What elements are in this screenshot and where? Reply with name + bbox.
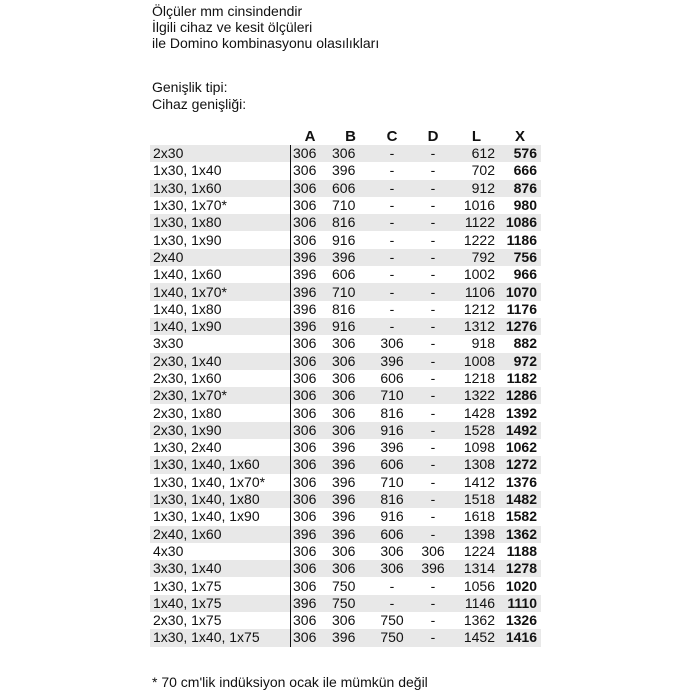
cell-l: 1362 <box>463 612 495 629</box>
cell-a: 306 <box>291 491 330 508</box>
intro-line-2: İlgili cihaz ve kesit ölçüleri <box>152 19 313 35</box>
table-body <box>150 145 541 647</box>
cell-x: 882 <box>513 335 537 352</box>
cell-b: 306 <box>329 422 372 439</box>
cell-d: - <box>430 266 436 283</box>
cell-b: 396 <box>329 491 372 508</box>
cell-combination: 3x30, 1x40 <box>150 560 291 577</box>
cell-l: 1322 <box>454 387 499 404</box>
cell-c: - <box>389 300 395 317</box>
cell-b: 710 <box>329 283 372 300</box>
cell-x: 1416 <box>499 629 541 646</box>
cell-d: - <box>412 214 454 231</box>
cell-combination: 4x30 <box>153 542 184 559</box>
cell-l: 1452 <box>454 629 499 646</box>
cell-x: 1278 <box>499 560 541 577</box>
cell-x: 1020 <box>505 577 537 594</box>
cell-x: 1326 <box>505 612 537 629</box>
cell-combination: 1x30, 1x40, 1x75 <box>150 629 291 646</box>
cell-c: 606 <box>372 456 412 473</box>
cell-b: 916 <box>332 231 356 248</box>
cell-d: - <box>430 370 436 386</box>
cell-a: 306 <box>291 577 330 594</box>
cell-d: - <box>430 300 436 317</box>
cell-d: - <box>412 456 454 473</box>
cell-a: 306 <box>291 543 330 560</box>
cell-c: 606 <box>372 526 412 543</box>
cell-l: 1146 <box>454 595 499 612</box>
table-row <box>150 249 541 266</box>
cell-d: - <box>412 180 454 197</box>
cell-c: - <box>389 231 395 248</box>
header-x: X <box>499 128 541 145</box>
cell-a: 396 <box>291 266 330 283</box>
dimension-table <box>150 128 542 647</box>
cell-a: 306 <box>291 370 330 387</box>
cell-a: 396 <box>291 249 330 266</box>
table-row <box>150 474 541 491</box>
cell-c: 306 <box>380 335 404 352</box>
cell-c: - <box>389 197 395 214</box>
cell-combination: 1x40, 1x80 <box>153 300 222 317</box>
cell-combination: 1x30, 1x40, 1x60 <box>150 456 291 473</box>
cell-b: 606 <box>332 266 356 283</box>
cell-x: 1176 <box>506 300 537 317</box>
cell-b: 396 <box>332 473 356 490</box>
cell-a: 396 <box>291 526 330 543</box>
cell-b: 916 <box>329 318 372 335</box>
cell-b: 396 <box>332 508 356 525</box>
cell-combination: 3x30 <box>153 335 184 352</box>
cell-b: 606 <box>329 180 372 197</box>
cell-l: 1224 <box>463 542 495 559</box>
cell-combination: 1x30, 1x90 <box>153 231 222 248</box>
cell-l: 918 <box>471 335 495 352</box>
cell-x: 1272 <box>499 456 541 473</box>
cell-l: 912 <box>454 180 499 197</box>
cell-c: 306 <box>372 560 412 577</box>
cell-l: 1518 <box>454 491 499 508</box>
cell-c: 710 <box>372 387 412 404</box>
cell-combination: 1x30, 1x40, 1x70* <box>153 473 266 490</box>
table-row <box>150 456 541 473</box>
cell-l: 1528 <box>454 422 499 439</box>
cell-combination: 2x40, 1x60 <box>150 526 291 543</box>
cell-b: 396 <box>332 439 356 456</box>
cell-d: - <box>430 439 436 456</box>
table-row <box>150 612 541 629</box>
cell-l: 1618 <box>463 508 495 525</box>
cell-b: 306 <box>332 335 356 352</box>
table-row <box>150 266 541 283</box>
cell-d: - <box>412 491 454 508</box>
cell-d: - <box>430 577 436 594</box>
cell-b: 306 <box>332 612 356 629</box>
cell-a: 306 <box>291 404 330 421</box>
cell-combination: 1x30, 1x80 <box>150 214 291 231</box>
table-row <box>150 508 541 525</box>
table-row <box>150 162 541 179</box>
cell-c: - <box>389 577 395 594</box>
cell-combination: 1x40, 1x60 <box>153 266 222 283</box>
cell-b: 396 <box>332 162 356 179</box>
cell-a: 306 <box>291 162 330 179</box>
cell-c: - <box>389 266 395 283</box>
cell-x: 1062 <box>505 439 537 456</box>
cell-a: 396 <box>291 595 330 612</box>
table-row <box>150 629 541 646</box>
cell-c: 916 <box>380 508 404 525</box>
cell-b: 816 <box>329 214 372 231</box>
cell-b: 306 <box>329 145 372 162</box>
cell-b: 816 <box>332 300 356 317</box>
cell-b: 396 <box>329 456 372 473</box>
cell-b: 306 <box>329 387 372 404</box>
table-row <box>150 491 541 508</box>
table-row <box>150 353 541 370</box>
cell-x: 1188 <box>506 542 537 559</box>
cell-l: 1428 <box>463 404 495 421</box>
cell-b: 306 <box>329 353 372 370</box>
cell-c: 750 <box>372 629 412 646</box>
cell-combination: 1x40, 1x70* <box>150 283 291 300</box>
cell-x: 1362 <box>499 526 541 543</box>
width-labels <box>152 79 246 113</box>
cell-b: 710 <box>332 197 356 214</box>
cell-b: 306 <box>329 560 372 577</box>
cell-combination: 1x30, 1x60 <box>150 180 291 197</box>
cell-d: - <box>412 387 454 404</box>
cell-d: - <box>412 595 454 612</box>
cell-d: - <box>430 473 436 490</box>
table-row <box>150 526 541 543</box>
cell-l: 612 <box>454 145 499 162</box>
cell-a: 306 <box>291 231 330 248</box>
table-row <box>150 335 541 352</box>
width-type-label: Genişlik tipi: <box>152 79 228 95</box>
cell-a: 396 <box>291 301 330 318</box>
cell-a: 306 <box>291 180 330 197</box>
header-b: B <box>329 128 372 145</box>
cell-combination: 2x30, 1x40 <box>150 353 291 370</box>
cell-a: 306 <box>291 214 330 231</box>
cell-x: 1276 <box>499 318 541 335</box>
cell-a: 306 <box>291 197 330 214</box>
header-combination <box>150 128 291 145</box>
cell-l: 1002 <box>463 266 495 283</box>
cell-c: - <box>372 318 412 335</box>
cell-combination: 2x40 <box>150 249 291 266</box>
cell-x: 756 <box>499 249 541 266</box>
cell-d: - <box>412 526 454 543</box>
cell-d: - <box>412 283 454 300</box>
cell-combination: 2x30 <box>150 145 291 162</box>
cell-l: 792 <box>454 249 499 266</box>
cell-x: 1392 <box>505 404 537 421</box>
cell-x: 1186 <box>506 231 537 248</box>
cell-c: 396 <box>380 439 404 456</box>
cell-a: 306 <box>291 474 330 491</box>
cell-x: 876 <box>499 180 541 197</box>
table-row <box>150 370 541 387</box>
cell-c: 396 <box>372 353 412 370</box>
cell-l: 1098 <box>463 439 495 456</box>
table-row <box>150 387 541 404</box>
cell-a: 306 <box>291 422 330 439</box>
cell-l: 1398 <box>454 526 499 543</box>
cell-c: 916 <box>372 422 412 439</box>
cell-d: - <box>412 422 454 439</box>
cell-b: 306 <box>332 370 356 386</box>
cell-b: 306 <box>332 404 356 421</box>
cell-combination: 1x30, 1x40, 1x80 <box>150 491 291 508</box>
table-row <box>150 577 541 594</box>
table-row <box>150 404 541 421</box>
cell-x: 1286 <box>499 387 541 404</box>
cell-combination: 1x30, 1x40 <box>153 162 222 179</box>
cell-l: 1106 <box>454 283 499 300</box>
cell-d: - <box>412 353 454 370</box>
cell-a: 306 <box>291 612 330 629</box>
cell-a: 306 <box>291 456 330 473</box>
cell-a: 306 <box>291 145 330 162</box>
cell-combination: 1x30, 1x75 <box>153 577 222 594</box>
cell-x: 666 <box>513 162 537 179</box>
cell-d: - <box>430 404 436 421</box>
cell-x: 966 <box>513 266 537 283</box>
cell-d: - <box>430 335 436 352</box>
cell-l: 1412 <box>463 473 495 490</box>
cell-c: - <box>372 180 412 197</box>
cell-combination: 2x30, 1x75 <box>153 612 222 629</box>
cell-l: 1218 <box>463 370 495 386</box>
cell-l: 1212 <box>463 300 495 317</box>
cell-a: 306 <box>291 560 330 577</box>
cell-l: 702 <box>471 162 495 179</box>
cell-b: 750 <box>332 577 356 594</box>
cell-a: 396 <box>291 318 330 335</box>
table-row <box>150 214 541 231</box>
footnote: * 70 cm'lik indüksiyon ocak ile mümkün değil <box>152 674 428 690</box>
cell-d: - <box>412 318 454 335</box>
cell-a: 306 <box>291 629 330 646</box>
cell-x: 972 <box>499 353 541 370</box>
device-width-label: Cihaz genişliği: <box>152 96 247 112</box>
cell-d: - <box>430 612 436 629</box>
table-row <box>150 439 541 456</box>
cell-a: 306 <box>291 387 330 404</box>
table-row <box>150 301 541 318</box>
cell-x: 1182 <box>506 370 537 386</box>
table-row <box>150 180 541 197</box>
cell-l: 1308 <box>454 456 499 473</box>
cell-l: 1222 <box>463 231 495 248</box>
cell-d: - <box>430 508 436 525</box>
cell-a: 306 <box>291 508 330 525</box>
cell-d: - <box>430 197 436 214</box>
cell-d: - <box>412 249 454 266</box>
header-a: A <box>291 128 330 145</box>
cell-x: 980 <box>513 197 537 214</box>
cell-c: 816 <box>380 404 404 421</box>
cell-a: 396 <box>291 283 330 300</box>
cell-d: - <box>412 629 454 646</box>
cell-c: 606 <box>380 370 404 386</box>
cell-x: 1086 <box>499 214 541 231</box>
cell-b: 396 <box>329 526 372 543</box>
cell-d: - <box>430 162 436 179</box>
cell-b: 750 <box>329 595 372 612</box>
cell-d: 306 <box>421 542 445 559</box>
cell-d: 396 <box>412 560 454 577</box>
cell-l: 1122 <box>454 214 499 231</box>
cell-l: 1056 <box>463 577 495 594</box>
cell-l: 1016 <box>463 197 495 214</box>
cell-combination: 1x40, 1x75 <box>150 595 291 612</box>
cell-x: 1492 <box>499 422 541 439</box>
table-row <box>150 197 541 214</box>
cell-c: - <box>372 214 412 231</box>
cell-x: 1070 <box>499 283 541 300</box>
cell-c: 306 <box>380 542 404 559</box>
cell-combination: 1x40, 1x90 <box>150 318 291 335</box>
table-row <box>150 318 541 335</box>
cell-combination: 1x30, 2x40 <box>153 439 222 456</box>
intro-line-1: Ölçüler mm cinsindendir <box>152 3 303 19</box>
cell-x: 1582 <box>505 508 537 525</box>
header-l: L <box>454 128 499 145</box>
table-row <box>150 231 541 248</box>
table-row <box>150 560 541 577</box>
table-row <box>150 543 541 560</box>
table-row <box>150 595 541 612</box>
cell-x: 1482 <box>499 491 541 508</box>
cell-c: 710 <box>380 473 404 490</box>
cell-x: 576 <box>499 145 541 162</box>
cell-c: - <box>372 249 412 266</box>
cell-a: 306 <box>291 353 330 370</box>
cell-combination: 2x30, 1x80 <box>153 404 222 421</box>
cell-c: - <box>372 283 412 300</box>
cell-x: 1376 <box>505 473 537 490</box>
cell-combination: 1x30, 1x40, 1x90 <box>153 508 260 525</box>
cell-l: 1314 <box>454 560 499 577</box>
cell-b: 396 <box>329 629 372 646</box>
intro-text <box>152 3 379 51</box>
cell-d: - <box>430 231 436 248</box>
table-row <box>150 422 541 439</box>
cell-c: 750 <box>380 612 404 629</box>
intro-line-3: ile Domino kombinasyonu olasılıkları <box>152 35 380 51</box>
cell-combination: 2x30, 1x90 <box>150 422 291 439</box>
cell-l: 1008 <box>454 353 499 370</box>
cell-b: 396 <box>329 249 372 266</box>
cell-a: 306 <box>291 439 330 456</box>
table-row <box>150 145 541 162</box>
cell-c: - <box>372 595 412 612</box>
cell-x: 1110 <box>499 595 541 612</box>
cell-b: 306 <box>332 542 356 559</box>
cell-a: 306 <box>291 335 330 352</box>
cell-c: - <box>389 162 395 179</box>
cell-l: 1312 <box>454 318 499 335</box>
header-c: C <box>372 128 412 145</box>
cell-combination: 2x30, 1x60 <box>153 370 222 386</box>
cell-c: 816 <box>372 491 412 508</box>
cell-combination: 2x30, 1x70* <box>150 387 291 404</box>
table-header-row <box>150 128 541 145</box>
header-d: D <box>412 128 454 145</box>
table-row <box>150 283 541 300</box>
cell-d: - <box>412 145 454 162</box>
cell-combination: 1x30, 1x70* <box>153 197 227 214</box>
cell-c: - <box>372 145 412 162</box>
